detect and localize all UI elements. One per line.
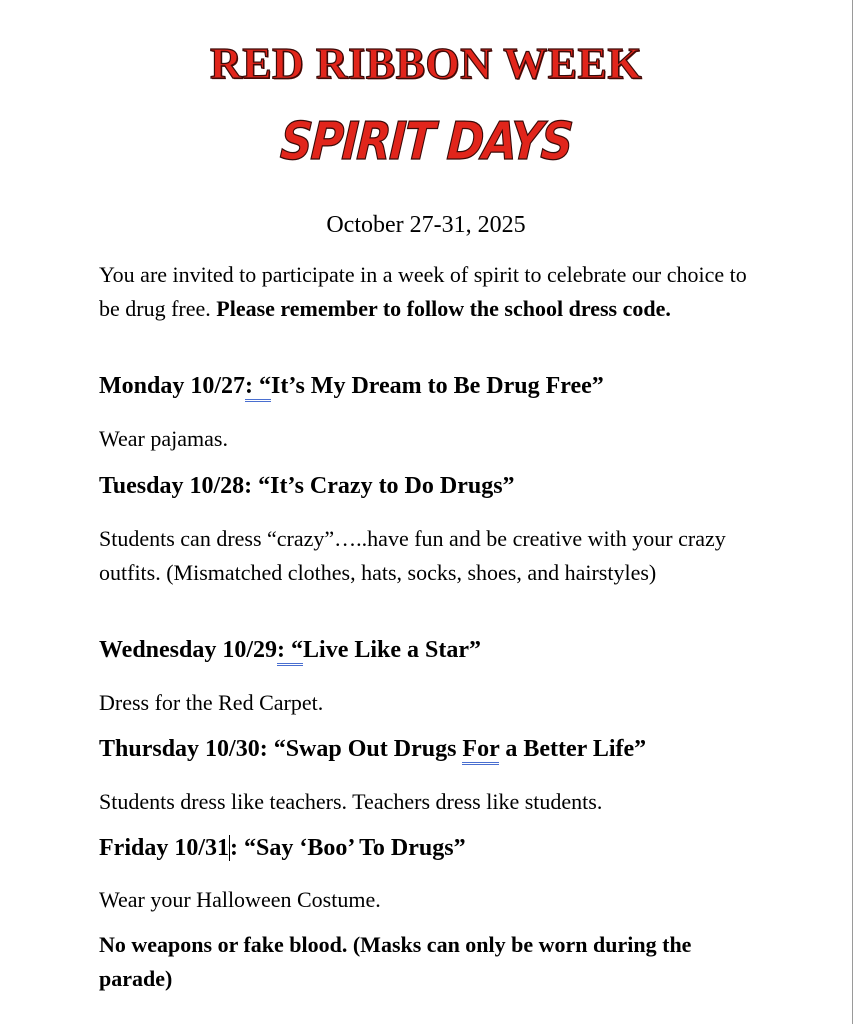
intro-text: You are invited to participate in a week of spirit to celebrate our choice to be drug free. [99, 262, 747, 321]
wednesday-description: Dress for the Red Carpet. [99, 690, 324, 715]
intro-paragraph [99, 258, 759, 326]
thursday-pre: Thursday 10/30: “Swap Out Drugs [99, 736, 463, 762]
friday-day: Friday 10/31 [99, 835, 229, 861]
tuesday-description: Students can dress “crazy”…..have fun and be creative with your crazy outfits. (Mismatched clothes, hats, socks, shoes, and hairstyles) [99, 526, 726, 585]
monday-description: Wear pajamas. [99, 426, 228, 451]
wednesday-day: Wednesday 10/29 [99, 637, 278, 663]
closing-note: No weapons or fake blood. (Masks can only be worn during the parade) [99, 932, 692, 991]
document-subtitle: SPIRIT DAYS [278, 112, 574, 172]
document-title: RED RIBBON WEEK [209, 39, 643, 88]
thursday-post: a Better Life” [499, 736, 647, 762]
intro-dress-code-note: Please remember to follow the school dress code. [216, 296, 671, 321]
wednesday-heading [99, 637, 779, 664]
monday-separator: : “ [245, 373, 271, 402]
wednesday-theme: Live Like a Star” [303, 637, 482, 663]
friday-heading [99, 835, 779, 862]
thursday-heading [99, 736, 779, 763]
friday-description: Wear your Halloween Costume. [99, 887, 381, 912]
friday-theme: : “Say ‘Boo’ To Drugs” [230, 835, 466, 861]
wednesday-separator: : “ [277, 637, 303, 666]
event-date: October 27-31, 2025 [326, 212, 526, 238]
tuesday-heading: Tuesday 10/28: “It’s Crazy to Do Drugs” [99, 473, 515, 499]
thursday-description: Students dress like teachers. Teachers dress like students. [99, 789, 603, 814]
monday-theme: It’s My Dream to Be Drug Free” [271, 373, 604, 399]
thursday-underlined-word: For [462, 736, 499, 765]
monday-heading [99, 373, 779, 400]
monday-day: Monday 10/27 [99, 373, 246, 399]
